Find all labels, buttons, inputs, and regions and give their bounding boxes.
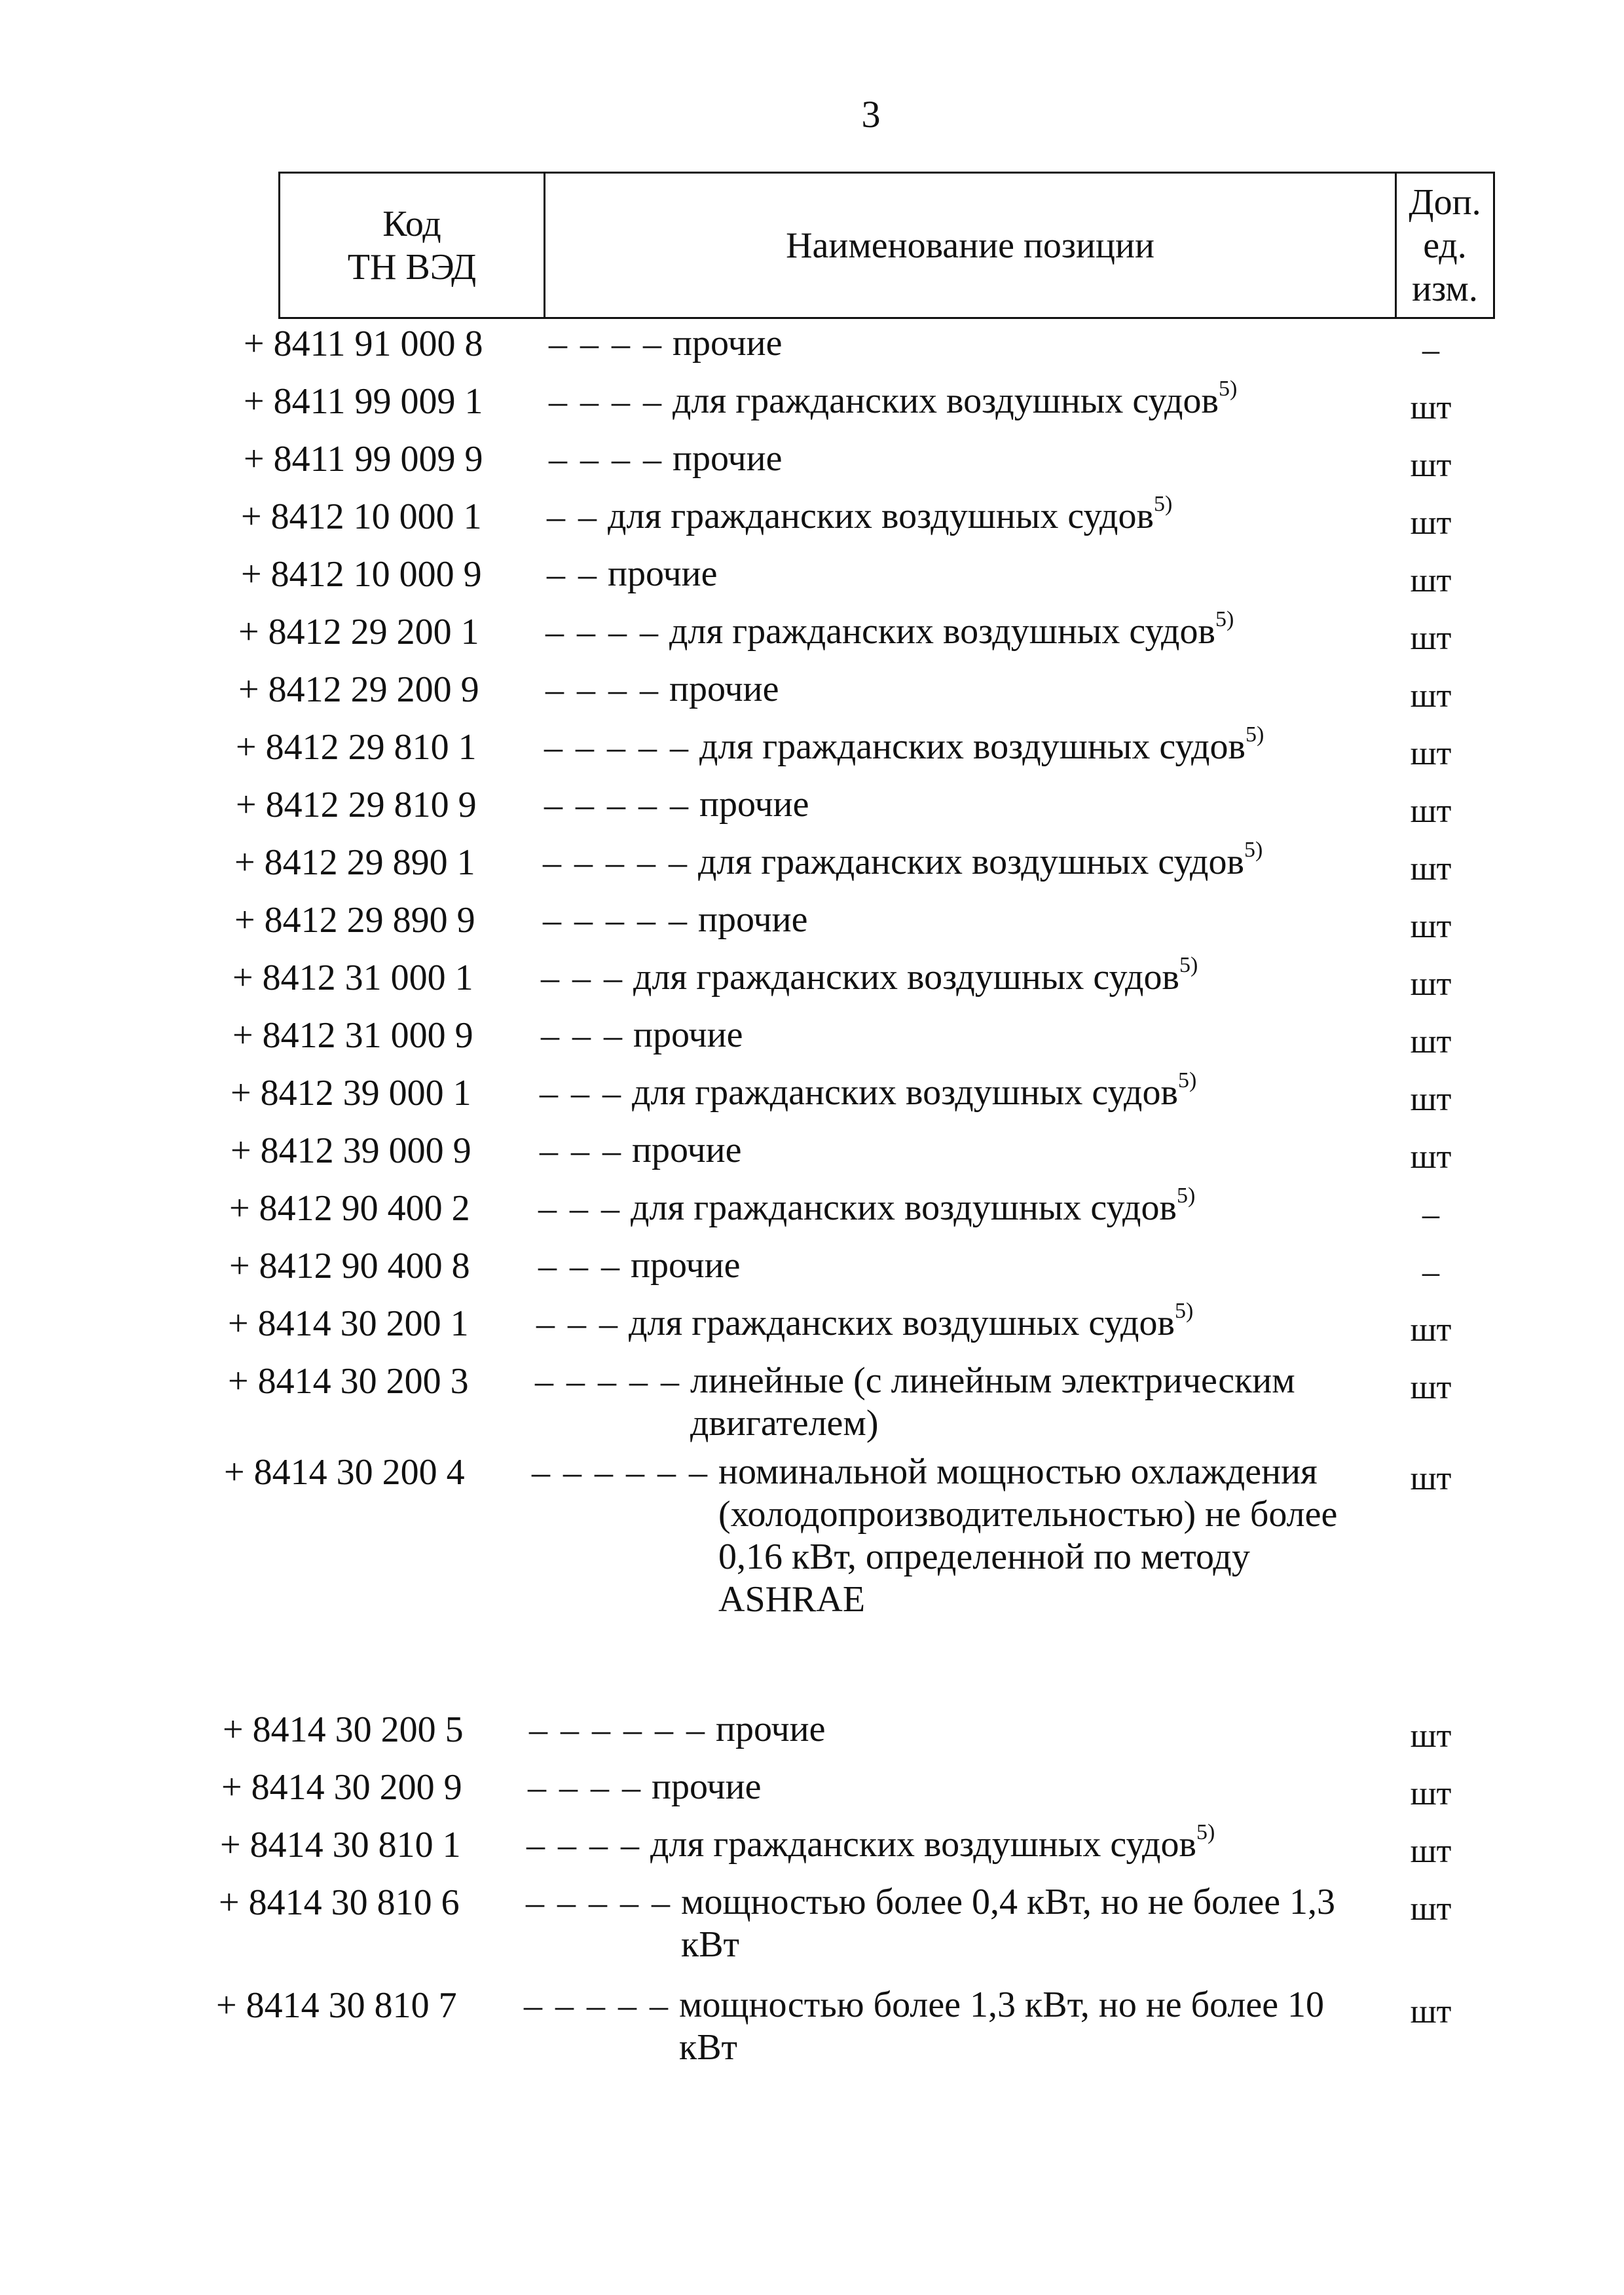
row-dashes: – – bbox=[547, 496, 599, 537]
table-row bbox=[0, 667, 1624, 713]
row-dashes: – – – – bbox=[545, 612, 660, 652]
row-description-text: для гражданских воздушных судов bbox=[698, 842, 1244, 882]
row-dashes: – – – bbox=[540, 1073, 623, 1113]
footnote-marker: 5) bbox=[1218, 377, 1238, 401]
row-unit: шт bbox=[1410, 1717, 1452, 1755]
row-description-text: прочие bbox=[699, 784, 809, 825]
row-dashes: – – – bbox=[536, 1303, 619, 1344]
row-description bbox=[699, 722, 1369, 768]
row-description bbox=[629, 1299, 1369, 1345]
row-dashes: – – – – – bbox=[544, 727, 690, 768]
row-code: + 8412 29 810 1 bbox=[236, 727, 477, 768]
row-unit: шт bbox=[1410, 908, 1452, 945]
row-description bbox=[698, 899, 1369, 941]
row-dashes: – – – bbox=[540, 1130, 623, 1171]
row-description-text: линейные (с линейным электрическим двигателем) bbox=[690, 1360, 1295, 1444]
footnote-marker: 5) bbox=[1245, 722, 1264, 747]
row-unit: шт bbox=[1410, 793, 1452, 830]
row-description-text: прочие bbox=[652, 1766, 762, 1807]
row-unit: шт bbox=[1410, 389, 1452, 426]
row-description bbox=[652, 1766, 1369, 1808]
row-code: + 8412 10 000 1 bbox=[241, 496, 482, 537]
row-description bbox=[673, 322, 1369, 365]
row-description bbox=[632, 1068, 1369, 1114]
row-unit: шт bbox=[1410, 1369, 1452, 1406]
table-row bbox=[0, 1185, 1624, 1231]
table-row bbox=[0, 1764, 1624, 1810]
table-row bbox=[0, 1983, 1624, 2068]
footnote-marker: 5) bbox=[1244, 838, 1263, 862]
row-unit: шт bbox=[1410, 504, 1452, 542]
row-code: + 8412 39 000 1 bbox=[231, 1073, 471, 1113]
row-code: + 8414 30 200 4 bbox=[224, 1452, 465, 1493]
row-dashes: – – – – bbox=[545, 669, 660, 710]
row-code: + 8414 30 200 1 bbox=[228, 1303, 469, 1344]
header-unit-line1: Доп. bbox=[1409, 181, 1481, 223]
row-description-text: для гражданских воздушных судов bbox=[608, 496, 1154, 536]
row-code: + 8412 29 890 1 bbox=[234, 842, 475, 883]
table-row bbox=[0, 321, 1624, 367]
row-dashes: – – – – – bbox=[535, 1361, 681, 1402]
row-description bbox=[681, 1881, 1369, 1966]
table-row bbox=[0, 1243, 1624, 1289]
table-row bbox=[0, 1128, 1624, 1174]
row-dashes: – – – – bbox=[549, 324, 663, 364]
row-unit: шт bbox=[1410, 1775, 1452, 1812]
row-dashes: – – – – – – bbox=[532, 1452, 709, 1493]
row-unit: шт bbox=[1410, 1993, 1452, 2030]
row-description bbox=[631, 1244, 1369, 1287]
table-row bbox=[0, 1301, 1624, 1347]
row-description-text: номинальной мощностью охлаждения (холодопроизводительностью) не более 0,16 кВт, определенной по методу ASHRAE bbox=[718, 1451, 1338, 1620]
row-dashes: – – – – bbox=[528, 1767, 642, 1808]
row-unit: шт bbox=[1410, 447, 1452, 484]
row-description-text: прочие bbox=[698, 899, 808, 940]
row-description bbox=[608, 553, 1369, 595]
row-dashes: – – – – – bbox=[543, 842, 689, 883]
table-row bbox=[0, 494, 1624, 540]
row-unit: шт bbox=[1410, 965, 1452, 1003]
row-code: + 8412 31 000 1 bbox=[232, 958, 473, 998]
row-unit: шт bbox=[1410, 1890, 1452, 1928]
row-dashes: – – – bbox=[541, 958, 624, 998]
table-row bbox=[0, 609, 1624, 655]
row-code: + 8411 91 000 8 bbox=[244, 324, 483, 364]
row-unit: шт bbox=[1410, 1460, 1452, 1497]
table-row bbox=[0, 724, 1624, 770]
row-description bbox=[673, 438, 1369, 480]
table-row bbox=[0, 1880, 1624, 1965]
row-description-text: мощностью более 1,3 кВт, но не более 10 кВт bbox=[679, 1985, 1325, 2068]
footnote-marker: 5) bbox=[1153, 492, 1173, 516]
header-code-line1: Код bbox=[382, 203, 441, 244]
row-description bbox=[633, 1014, 1369, 1056]
footnote-marker: 5) bbox=[1177, 1068, 1197, 1092]
row-dashes: – – – bbox=[541, 1015, 624, 1056]
row-description-text: для гражданских воздушных судов bbox=[650, 1824, 1196, 1865]
row-code: + 8412 10 000 9 bbox=[241, 554, 482, 595]
row-description bbox=[698, 838, 1369, 884]
row-description bbox=[632, 1129, 1369, 1172]
row-code: + 8414 30 200 3 bbox=[228, 1361, 469, 1402]
table-row bbox=[0, 897, 1624, 943]
row-code: + 8411 99 009 9 bbox=[244, 439, 483, 479]
row-description-text: для гражданских воздушных судов bbox=[673, 381, 1219, 421]
row-dashes: – – – – – bbox=[544, 785, 690, 825]
row-unit: – bbox=[1422, 1254, 1439, 1291]
row-unit: шт bbox=[1410, 562, 1452, 599]
row-dashes: – – – bbox=[538, 1188, 621, 1229]
row-description bbox=[716, 1708, 1369, 1751]
row-description-text: прочие bbox=[673, 438, 783, 479]
row-dashes: – – – bbox=[538, 1246, 621, 1286]
table-row bbox=[0, 782, 1624, 828]
row-code: + 8412 90 400 2 bbox=[229, 1188, 470, 1229]
table-row bbox=[0, 1707, 1624, 1753]
table-row bbox=[0, 551, 1624, 597]
row-description-text: прочие bbox=[669, 669, 779, 709]
footnote-marker: 5) bbox=[1196, 1820, 1215, 1844]
row-code: + 8414 30 200 5 bbox=[223, 1709, 464, 1750]
row-description bbox=[673, 377, 1369, 422]
row-dashes: – – – – bbox=[549, 439, 663, 479]
row-code: + 8412 29 810 9 bbox=[236, 785, 477, 825]
row-code: + 8412 31 000 9 bbox=[232, 1015, 473, 1056]
table-row bbox=[0, 1358, 1624, 1444]
table-row bbox=[0, 1070, 1624, 1116]
row-dashes: – – – – – bbox=[543, 900, 689, 941]
row-description-text: прочие bbox=[673, 323, 783, 364]
table-row bbox=[0, 379, 1624, 424]
row-code: + 8412 90 400 8 bbox=[229, 1246, 470, 1286]
row-dashes: – – – – – – bbox=[529, 1709, 707, 1750]
table-row bbox=[0, 1449, 1624, 1620]
row-code: + 8412 29 200 9 bbox=[238, 669, 479, 710]
row-description bbox=[669, 668, 1369, 711]
row-description-text: для гражданских воздушных судов bbox=[631, 1187, 1177, 1228]
row-description bbox=[633, 953, 1369, 999]
row-unit: шт bbox=[1410, 1081, 1452, 1118]
row-code: + 8412 29 200 1 bbox=[238, 612, 479, 652]
row-description bbox=[690, 1360, 1369, 1445]
row-unit: шт bbox=[1410, 850, 1452, 887]
table-row bbox=[0, 840, 1624, 886]
page-number: 3 bbox=[861, 93, 881, 136]
row-dashes: – – – – bbox=[549, 381, 663, 422]
footnote-marker: 5) bbox=[1176, 1184, 1196, 1208]
row-unit: шт bbox=[1410, 620, 1452, 657]
row-unit: шт bbox=[1410, 1833, 1452, 1870]
row-dashes: – – bbox=[547, 554, 599, 595]
row-unit: шт bbox=[1410, 677, 1452, 715]
table-row bbox=[0, 955, 1624, 1001]
row-unit: шт bbox=[1410, 735, 1452, 772]
row-dashes: – – – – bbox=[526, 1825, 641, 1865]
row-description-text: прочие bbox=[608, 553, 718, 594]
row-description-text: мощностью более 0,4 кВт, но не более 1,3 кВт bbox=[681, 1882, 1336, 1965]
footnote-marker: 5) bbox=[1174, 1299, 1194, 1323]
header-unit-line2: ед. bbox=[1423, 225, 1467, 266]
row-description bbox=[608, 492, 1369, 538]
table-row bbox=[0, 1013, 1624, 1058]
row-description-text: прочие bbox=[631, 1245, 741, 1286]
row-description bbox=[718, 1451, 1369, 1621]
row-description-text: для гражданских воздушных судов bbox=[633, 957, 1179, 998]
row-code: + 8414 30 810 7 bbox=[216, 1985, 457, 2026]
row-unit: – bbox=[1422, 331, 1439, 369]
row-code: + 8411 99 009 1 bbox=[244, 381, 483, 422]
row-description-text: для гражданских воздушных судов bbox=[629, 1303, 1175, 1343]
row-description-text: прочие bbox=[632, 1130, 742, 1170]
row-code: + 8414 30 200 9 bbox=[221, 1767, 462, 1808]
table-row bbox=[0, 1822, 1624, 1868]
footnote-marker: 5) bbox=[1179, 953, 1198, 977]
row-description bbox=[650, 1820, 1369, 1866]
row-unit: – bbox=[1422, 1196, 1439, 1233]
row-code: + 8414 30 810 6 bbox=[219, 1882, 460, 1923]
row-description-text: для гражданских воздушных судов bbox=[669, 611, 1215, 652]
row-description bbox=[699, 783, 1369, 826]
header-name-label: Наименование позиции bbox=[786, 225, 1154, 266]
row-dashes: – – – – – bbox=[524, 1985, 670, 2026]
row-code: + 8412 39 000 9 bbox=[231, 1130, 471, 1171]
row-description bbox=[669, 607, 1369, 653]
table-row bbox=[0, 436, 1624, 482]
row-code: + 8412 29 890 9 bbox=[234, 900, 475, 941]
row-description-text: прочие bbox=[716, 1709, 826, 1749]
row-unit: шт bbox=[1410, 1023, 1452, 1060]
row-description-text: прочие bbox=[633, 1015, 743, 1055]
row-description bbox=[631, 1184, 1369, 1229]
row-dashes: – – – – – bbox=[526, 1882, 672, 1923]
row-unit: шт bbox=[1410, 1311, 1452, 1349]
footnote-marker: 5) bbox=[1215, 607, 1234, 631]
row-unit: шт bbox=[1410, 1138, 1452, 1176]
row-description bbox=[679, 1984, 1369, 2069]
header-unit-line3: изм. bbox=[1412, 268, 1478, 309]
row-description-text: для гражданских воздушных судов bbox=[699, 726, 1246, 767]
row-description-text: для гражданских воздушных судов bbox=[632, 1072, 1178, 1113]
header-code-line2: ТН ВЭД bbox=[347, 246, 477, 288]
row-code: + 8414 30 810 1 bbox=[220, 1825, 461, 1865]
